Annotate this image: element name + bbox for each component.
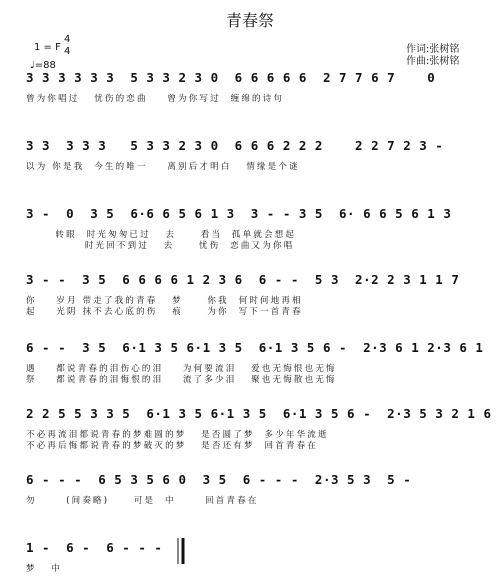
- score-row-3: [0, 206, 500, 256]
- lyric-line: 祭 都说青春的泪悔恨的泪 流了多少泪 聚也无悔散也无悔: [26, 375, 337, 385]
- tempo-mark: ♩=88: [30, 60, 56, 71]
- lyric-line: 时光回不到过 去 忧伤 恋曲又为你唱: [26, 241, 295, 251]
- score-row-5: [0, 340, 500, 390]
- score-row-1: [0, 70, 500, 110]
- score-row-6: [0, 406, 500, 456]
- lyric-line: 勿 (间奏略) 可是 中 回首青春在: [26, 496, 259, 506]
- composer-credit: 作曲:张树铭: [406, 56, 460, 67]
- lyric-line: 以为 你是我 今生的唯一 离别后才明白 情缘是个谜: [26, 162, 300, 172]
- score-row-4: [0, 272, 500, 322]
- notation-line: 3 - 0 3 5 6·6 6 5 6 1 3 3 - - 3 5 6· 6 6 5 6 1 3: [26, 206, 452, 221]
- notation-line: 2 2 5 5 3 3 5 6·1 3 5 6·1 3 5 6·1 3 5 6 - 2·3 5 3 2 1 6: [26, 406, 492, 421]
- lyric-line: 你 岁月 带走了我的青春 梦 你我 何时何地再相: [26, 296, 303, 306]
- lyricist-credit: 作词:张树铭: [406, 44, 460, 55]
- key-signature: 1 = F: [34, 42, 61, 53]
- lyric-line: 转眼 时光匆匆已过 去 看当 孤单就会想起: [26, 230, 297, 240]
- notation-line: 3 - - 3 5 6 6 6 6 1 2 3 6 6 - - 5 3 2·2 2 3 1 1 7: [26, 272, 460, 287]
- lyric-line: 不必再后悔都说青春的梦破灭的梦 是否还有梦 回首青春在: [26, 441, 319, 451]
- score-row-8: [0, 540, 500, 580]
- lyric-line: 起 光阴 抹不去心底的伤 痕 为你 写下一首青春: [26, 307, 303, 317]
- time-signature-top: 4: [64, 34, 71, 45]
- time-signature-bottom: 4: [64, 46, 71, 57]
- lyric-line: 曾为你唱过 忧伤的恋曲 曾为你写过 缠绵的诗句: [26, 94, 285, 104]
- lyric-line: 不必再流泪都说青春的梦难圆的梦 是否圆了梦 多少年华流逝: [26, 430, 329, 440]
- score-row-2: [0, 138, 500, 178]
- final-barline: [176, 538, 188, 564]
- notation-line: 6 - - 3 5 6·1 3 5 6·1 3 5 6·1 3 5 6 - 2·3 6 1 2·3 6 1: [26, 340, 484, 355]
- lyric-line: 遇 都说青春的泪伤心的泪 为何要流泪 爱也无悔恨也无悔: [26, 364, 337, 374]
- notation-line: 3 3 3 3 3 5 3 3 2 3 0 6 6 6 2 2 2 2 2 7 2 3 -: [26, 138, 444, 153]
- notation-line: 1 - 6 - 6 - - -: [26, 540, 163, 555]
- lyric-line: 梦 中: [26, 564, 63, 574]
- notation-line: 3 3 3 3 3 3 5 3 3 2 3 0 6 6 6 6 6 2 7 7 6 7 0: [26, 70, 436, 85]
- song-title: 青春祭: [225, 11, 274, 30]
- notation-line: 6 - - - 6 5 3 5 6 0 3 5 6 - - - 2·3 5 3 5 -: [26, 472, 412, 487]
- score-row-7: [0, 472, 500, 512]
